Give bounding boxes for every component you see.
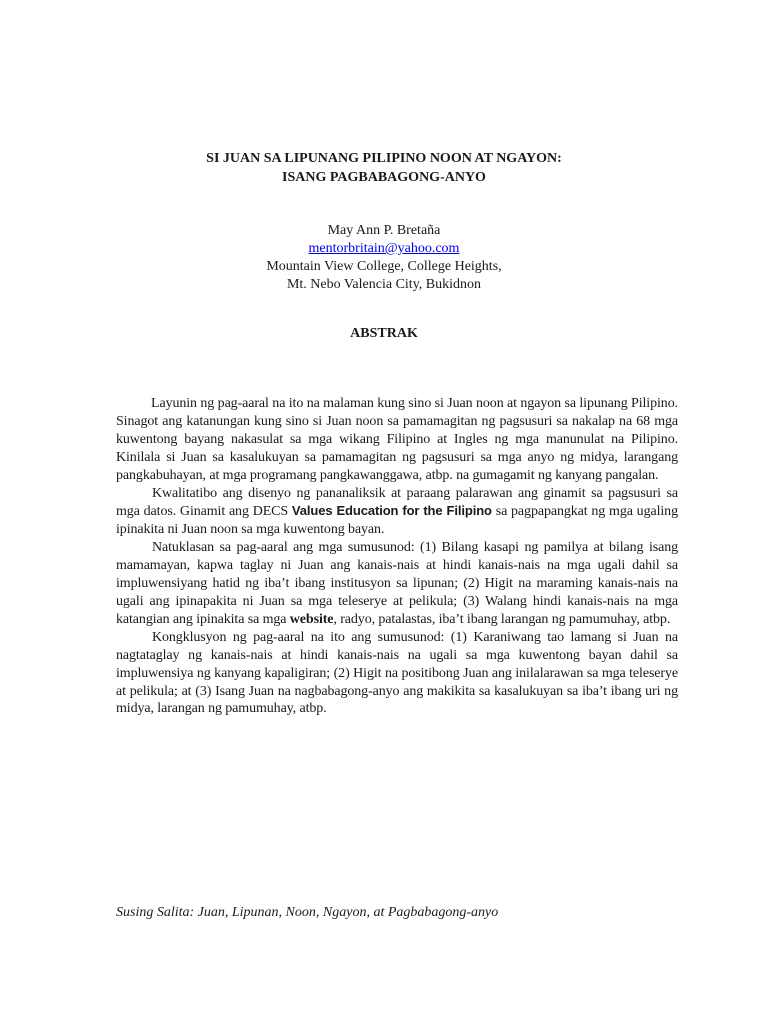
paragraph-2-text-b: sa pagpapangkat ng mga ugaling ipinakita ni Juan noon sa mga kuwentong bayan. bbox=[116, 504, 678, 538]
affiliation-line-1: Mountain View College, College Heights, bbox=[266, 259, 502, 274]
title-line-1: SI JUAN SA LIPUNANG PILIPINO NOON AT NGAYON: bbox=[206, 151, 562, 166]
abstract-paragraph-4: Kongklusyon ng pag-aaral na ito ang sumusunod: (1) Karaniwang tao lamang si Juan na nagtataglay ng kanais-nais at hindi kanais-nais na ugali sa mga kuwentong bayan dahil sa impluwensiya ng kanyang kapaligiran; (2) Higit na positibong Juan ang inilalarawan sa mga teleserye at pelikula; at (3) Isang Juan na nagbabagong-anyo ang makikita sa kasalukuyan sa iba’t ibang uri ng midya, larangan ng pamumuhay, atbp. bbox=[116, 629, 678, 717]
abstract-paragraph-3 bbox=[116, 539, 678, 629]
affiliation-line-2: Mt. Nebo Valencia City, Bukidnon bbox=[286, 277, 482, 292]
author-block bbox=[0, 222, 768, 294]
paragraph-2-bold-title: Values Education for the Filipino bbox=[291, 503, 492, 519]
paragraph-2-text-a: Kwalitatibo ang disenyo ng pananaliksik at paraang palarawan ang ginamit sa pagsusuri sa mga datos. Ginamit ang DECS bbox=[116, 485, 678, 520]
paper-title bbox=[0, 149, 768, 187]
abstract-paragraph-2 bbox=[116, 485, 678, 540]
keywords-line: Susing Salita: Juan, Lipunan, Noon, Ngayon, at Pagbabagong-anyo bbox=[116, 905, 499, 920]
paragraph-3-text-a: Natuklasan sa pag-aaral ang mga sumusunod: (1) Bilang kasapi ng pamilya at bilang isang mamamayan, kapwa taglay ni Juan ang kanais-nais at hindi kanais-nais na mga ugali dahil sa impluwensiyang hatid ng iba’t ibang institusyon sa lipunan; (2) Higit na maraming kanais-nais na ugali ang ipinapakita ni Juan sa mga teleserye at pelikula; (3) Walang hindi kanais-nais na mga katangian ang ipinakita sa mga bbox=[116, 540, 678, 627]
abstract-body bbox=[116, 395, 678, 718]
paragraph-3-bold-term: website bbox=[289, 611, 334, 627]
title-line-2: ISANG PAGBABAGONG-ANYO bbox=[282, 170, 486, 185]
paragraph-3-text-b: , radyo, patalastas, iba’t ibang larangan ng pamumuhay, atbp. bbox=[333, 611, 671, 627]
author-name: May Ann P. Bretaña bbox=[327, 223, 441, 238]
abstract-paragraph-1: Layunin ng pag-aaral na ito na malaman kung sino si Juan noon at ngayon sa lipunang Pilipino. Sinagot ang katanungan kung sino si Juan noon sa pamamagitan ng pagsusuri sa nakalap na 68 mga kuwentong bayang nakasulat sa mga wikang Filipino at Ingles ng mga manunulat na Pilipino. Kinilala si Juan sa kasalukuyan sa pamamagitan ng pagsusuri sa mga anyo ng midya, larangang pangkabuhayan, at mga programang pangkawanggawa, atbp. na gumagamit ng kanyang pangalan. bbox=[116, 396, 678, 483]
author-email-link[interactable]: mentorbritain@yahoo.com bbox=[308, 241, 460, 256]
abstract-heading: ABSTRAK bbox=[350, 326, 418, 341]
